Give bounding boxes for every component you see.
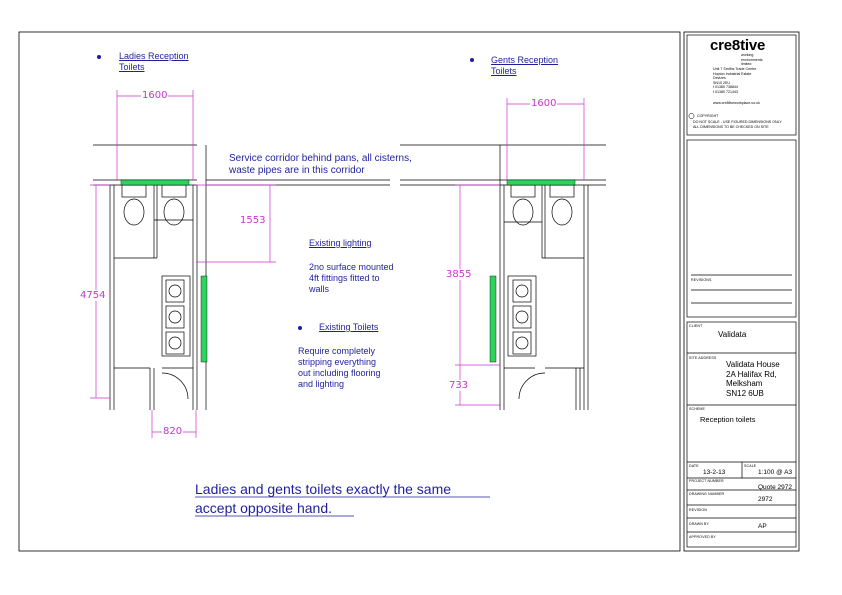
gents-title-line2: Toilets [491,66,517,76]
revision-label: REVISION [689,508,707,512]
scheme-label: SCHEME [689,407,705,411]
lighting-note [309,262,394,295]
address-line6: f 01380 721443 [713,89,738,94]
client-label: CLIENT [689,324,703,328]
address-line1: Unit 7 Smiths Trade Centre [713,67,757,71]
address-line3: Devizes [713,76,726,81]
site-address-line1: Validata House [726,360,780,369]
client-value: Validata [718,330,747,339]
drawing-number-value: 2972 [758,496,773,503]
address-line4: SN10 2EU [713,80,730,85]
toilets-heading-bullet [298,326,302,330]
company-address [713,67,756,95]
scheme-value: Reception toilets [700,415,756,424]
ladies-corridor-light [121,180,189,185]
corridor-note-line2: waste pipes are in this corridor [229,165,365,176]
scale-label: SCALE [744,464,757,468]
site-address-value [726,360,780,398]
drawing-number-label: DRAWING NUMBER [689,492,725,496]
dim-gents-depth: 3855 [446,269,472,280]
ladies-title-line2: Toilets [119,62,145,72]
toilets-note [298,346,381,390]
gents-title [491,55,558,77]
lighting-note-line1: 2no surface mounted [309,262,394,272]
logo-tagline [741,53,763,67]
project-number-label: PROJECT NUMBER [689,479,724,483]
toilets-note-line4: and lighting [298,379,345,389]
toilets-heading: Existing Toilets [319,322,379,332]
logo-tag-line2: environments [741,57,763,62]
bottom-note [195,480,451,518]
ladies-title-line1: Ladies Reception [119,51,189,61]
lighting-note-line3: walls [309,284,330,294]
approved-by-label: APPROVED BY [689,535,716,539]
dim-gents-width: 1600 [531,98,557,109]
copyright-note [693,120,782,129]
dim-ladies-door: 820 [163,426,183,437]
ladies-wall-light [201,276,207,362]
corridor-note [229,153,412,177]
lighting-note-line2: 4ft fittings fitted to [309,273,380,283]
gents-title-bullet [470,58,474,62]
dim-ladies-length: 4754 [80,290,106,301]
toilets-note-line2: stripping everything [298,357,377,367]
site-address-line2: 2A Halifax Rd, [726,369,777,379]
gents-wall-light [490,276,496,362]
logo-tag-line3: limited [741,62,752,67]
copyright-label: COPYRIGHT [697,114,719,118]
gents-corridor-light [507,180,575,185]
gents-title-line1: Gents Reception [491,55,559,65]
project-number-value: Quote 2972 [758,484,792,491]
ladies-title-bullet [97,55,101,59]
copyright-note-line1: DO NOT SCALE - USE FIGURED DIMENSIONS ONLY [693,120,782,124]
copyright-note-line2: ALL DIMENSIONS TO BE CHECKED ON SITE [693,124,769,129]
lighting-heading: Existing lighting [309,238,372,248]
dim-ladies-depth: 1553 [240,215,266,226]
date-value: 13-2-13 [703,469,726,476]
drawn-by-value: AP [758,523,767,530]
revisions-label: REVISIONS [691,278,712,282]
logo-tag-line1: working [741,53,754,57]
address-line5: t 01380 738844 [713,85,738,90]
company-logo: cre8tive [710,37,766,54]
bottom-note-line2: accept opposite hand. [195,500,332,516]
bottom-note-line1: Ladies and gents toilets exactly the same [195,481,452,497]
site-address-line4: SN12 6UB [726,388,764,398]
site-address-line3: Melksham [726,379,763,389]
dim-gents-door: 733 [449,380,469,391]
site-address-label: SITE ADDRESS [689,356,717,360]
dim-ladies-width: 1600 [142,90,168,101]
toilets-note-line3: out including flooring [298,368,381,378]
drawn-by-label: DRAWN BY [689,522,710,526]
toilets-note-line1: Require completely [298,346,376,356]
copyright-circle [689,113,694,118]
address-line2: Hopton Industrial Estate [713,71,752,76]
ladies-title [119,51,189,73]
corridor-note-line1: Service corridor behind pans, all cisterns, [229,153,412,164]
date-label: DATE [689,464,699,468]
scale-value: 1:100 @ A3 [758,469,793,476]
company-web: www.cre8tiveworkplace.co.uk [713,101,760,105]
